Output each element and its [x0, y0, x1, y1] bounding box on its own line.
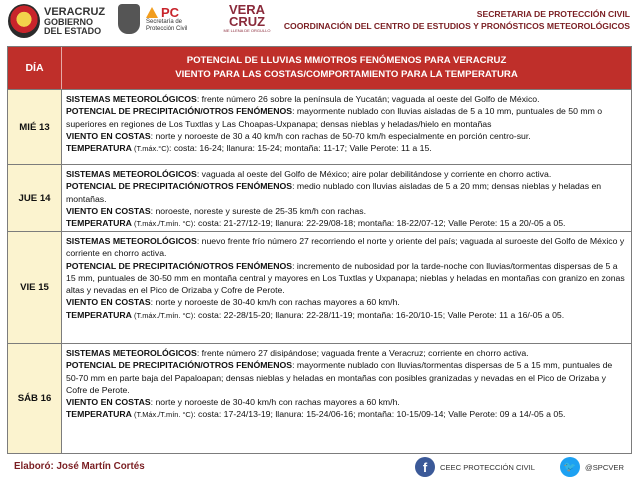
potencial-text: : mayormente nublado con lluvias/tormentas dispersas de 5 a 15 mm, puntuales de 50-70 mm en parte baja del Papaloapan; densas nieblas y heladas en montañas con posibles granizadas y nevadas en el Pico de Orizaba y Cofre de Perote. — [66, 360, 613, 395]
potencial-label: POTENCIAL DE PRECIPITACIÓN/OTROS FENÓMENOS — [66, 106, 293, 117]
potencial-line — [66, 359, 627, 396]
forecast-cell — [62, 232, 631, 343]
table-row — [8, 89, 631, 164]
day-column-header: DÍA — [8, 47, 62, 89]
forecast-table — [7, 46, 632, 454]
day-cell: VIE 15 — [8, 232, 62, 343]
table-row — [8, 231, 631, 343]
page-footer — [0, 455, 640, 480]
coat-of-arms-icon — [118, 4, 140, 34]
temperatura-label: TEMPERATURA — [66, 218, 132, 229]
temperatura-text: : costa: 17-24/13-19; llanura: 15-24/06-16; montaña: 10-15/09-14; Valle Perote: 09 a 14/-05 a 05. — [193, 409, 566, 420]
sistemas-label: SISTEMAS METEOROLÓGICOS — [66, 94, 197, 104]
sistemas-label: SISTEMAS METEOROLÓGICOS — [66, 169, 197, 179]
temperatura-text: : costa: 21-27/12-19; llanura: 22-29/08-18; montaña: 18-22/07-12; Valle Perote: 15 a 20/-05 a 05. — [193, 218, 566, 229]
day-cell: JUE 14 — [8, 165, 62, 231]
table-header-row — [8, 47, 631, 89]
table-title-line2: VIENTO PARA LAS COSTAS/COMPORTAMIENTO PARA LA TEMPERATURA — [175, 69, 518, 80]
temperatura-units: (T.máx./T.mín. °C) — [131, 310, 194, 320]
potencial-label: POTENCIAL DE PRECIPITACIÓN/OTROS FENÓMENOS — [66, 260, 293, 271]
page-header — [0, 0, 640, 44]
viento-label: VIENTO EN COSTAS — [66, 297, 151, 308]
organization-heading — [284, 8, 630, 32]
twitter-icon: 🐦 — [560, 457, 580, 477]
viento-line — [66, 296, 627, 308]
logo-brand-tagline: ME LLENA DE ORGULLO — [223, 28, 271, 33]
pc-triangle-icon — [146, 7, 158, 18]
potencial-line — [66, 260, 627, 297]
twitter-link[interactable] — [560, 457, 624, 477]
temperatura-text: : costa: 22-28/15-20; llanura: 22-28/11-19; montaña: 16-20/10-15; Valle Perote: 11 a 16/-05 a 05. — [193, 309, 565, 320]
viento-text: : noroeste, noreste y sureste de 25-35 km/h con rachas. — [150, 205, 367, 216]
table-row — [8, 164, 631, 231]
logo-veracruz-line2: GOBIERNO — [44, 16, 94, 27]
temperatura-line — [66, 217, 627, 230]
logo-brand-title: VERA CRUZ — [228, 2, 266, 29]
temperatura-units: (T.Máx./T.mín. °C) — [131, 410, 194, 420]
sistemas-line — [66, 235, 627, 260]
logo-veracruz-line3: DEL ESTADO — [44, 25, 102, 36]
potencial-line — [66, 180, 627, 205]
potencial-text: : incremento de nubosidad por la tarde-noche con lluvias/tormentas dispersas de 5 a 15 mm, puntuales de 30-50 mm en montaña central y mayores en Los Tuxtlas y Uxpanapa; nieblas y heladas en montañas con granizo en zonas altas y nevadas en el Pico de Orizaba y Cofre de Perote. — [66, 260, 625, 296]
sistemas-text: : frente número 27 disipándose; vaguada frente a Veracruz; corriente en chorro activa. — [196, 348, 529, 358]
forecast-column-header — [62, 47, 631, 89]
table-title-line1: POTENCIAL DE LLUVIAS MM/OTROS FENÓMENOS PARA VERACRUZ — [186, 55, 507, 66]
potencial-label: POTENCIAL DE PRECIPITACIÓN/OTROS FENÓMENOS — [66, 360, 293, 371]
viento-line — [66, 130, 627, 142]
table-row — [8, 343, 631, 453]
veracruz-seal-icon — [8, 4, 40, 38]
author-credit: Elaboró: José Martín Cortés — [14, 461, 145, 472]
sistemas-line — [66, 168, 627, 180]
temperatura-line — [66, 142, 627, 155]
veracruz-brand-logo — [218, 4, 276, 33]
viento-text: : norte y noroeste de 30 a 40 km/h con rachas de 50-70 km/h especialmente en porción centro-sur. — [150, 130, 531, 141]
facebook-label: CEEC PROTECCIÓN CIVIL — [440, 462, 535, 472]
viento-label: VIENTO EN COSTAS — [66, 130, 151, 141]
potencial-text: : mayormente nublado con lluvias aisladas de 5 a 10 mm, puntuales de 50 mm o superiores en regiones de Los Tuxtlas y Las Choapas-Uxpanapa; densas nieblas y heladas/hielo en montañas — [66, 106, 603, 129]
potencial-label: POTENCIAL DE PRECIPITACIÓN/OTROS FENÓMENOS — [66, 181, 293, 192]
temperatura-label: TEMPERATURA — [66, 409, 132, 420]
twitter-label: @SPCVER — [585, 462, 624, 472]
temperatura-label: TEMPERATURA — [66, 143, 132, 154]
temperatura-line — [66, 309, 627, 322]
temperatura-text: : costa: 16-24; llanura: 15-24; montaña: 11-17; Valle Perote: 11 a 15. — [169, 143, 432, 154]
sistemas-text: : vaguada al oeste del Golfo de México; aire polar debilitándose y corriente en chorro activa. — [196, 169, 552, 179]
logo-pc-subtitle: Secretaría de Protección Civil — [146, 18, 188, 32]
forecast-cell — [62, 165, 631, 231]
sistemas-line — [66, 347, 627, 359]
viento-line — [66, 396, 627, 408]
logo-veracruz-line1: VERACRUZ — [44, 5, 106, 18]
day-cell: MIÉ 13 — [8, 90, 62, 164]
sistemas-label: SISTEMAS METEOROLÓGICOS — [66, 348, 197, 358]
temperatura-label: TEMPERATURA — [66, 309, 132, 320]
sistemas-text: : frente número 26 sobre la península de Yucatán; vaguada al oeste del Golfo de México. — [196, 94, 540, 104]
proteccion-civil-logo — [118, 4, 208, 34]
org-line-2: COORDINACIÓN DEL CENTRO DE ESTUDIOS Y PRONÓSTICOS METEOROLÓGICOS — [283, 21, 630, 31]
viento-line — [66, 205, 627, 217]
temperatura-line — [66, 408, 627, 421]
potencial-text: : medio nublado con lluvias aisladas de 5 a 20 mm; densas nieblas y heladas en montañas. — [66, 181, 602, 204]
sistemas-line — [66, 93, 627, 105]
veracruz-government-logo — [8, 4, 105, 38]
day-cell: SÁB 16 — [8, 344, 62, 453]
org-line-1: SECRETARIA DE PROTECCIÓN CIVIL — [476, 9, 630, 19]
forecast-cell — [62, 344, 631, 453]
temperatura-units: (T.máx.°C) — [131, 144, 170, 154]
temperatura-units: (T.máx./T.mín. °C) — [131, 219, 194, 229]
sistemas-text: : nuevo frente frío número 27 recorriendo el norte y oriente del país; vaguada al suroeste del Golfo de México y corriente en chorro activa. — [66, 236, 625, 259]
facebook-link[interactable] — [415, 457, 535, 477]
viento-label: VIENTO EN COSTAS — [66, 397, 151, 408]
sistemas-label: SISTEMAS METEOROLÓGICOS — [66, 236, 197, 246]
potencial-line — [66, 105, 627, 130]
viento-text: : norte y noroeste de 30-40 km/h con rachas mayores a 60 km/h. — [150, 397, 400, 408]
logo-pc-title: PC — [161, 4, 180, 20]
forecast-cell — [62, 90, 631, 164]
facebook-icon: f — [415, 457, 435, 477]
viento-label: VIENTO EN COSTAS — [66, 205, 151, 216]
viento-text: : norte y noroeste de 30-40 km/h con rachas mayores a 60 km/h. — [150, 297, 400, 308]
